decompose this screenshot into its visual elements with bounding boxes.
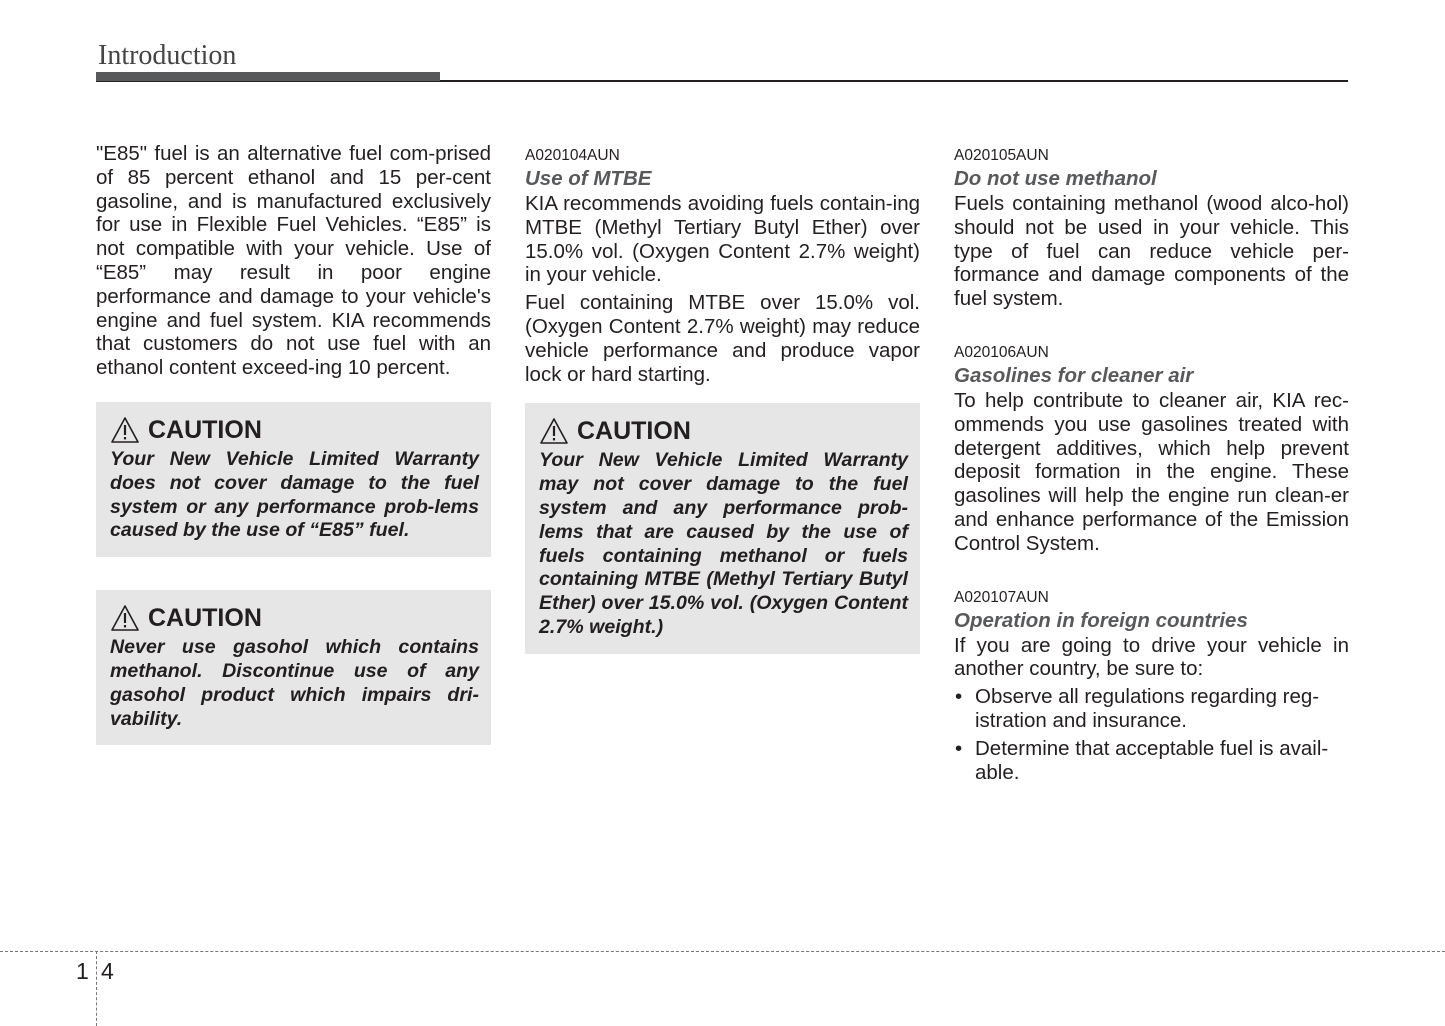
- caution-header: [110, 600, 479, 636]
- section-code: A020106AUN: [954, 343, 1049, 361]
- footer-vertical-divider: [96, 951, 97, 1026]
- column-1: [96, 142, 491, 745]
- column-2: [525, 146, 920, 654]
- caution-box-mtbe: [525, 403, 920, 653]
- page-number: 4: [101, 958, 114, 984]
- caution-title: CAUTION: [577, 417, 691, 446]
- caution-title: CAUTION: [148, 604, 262, 633]
- section-code: A020104AUN: [525, 147, 620, 164]
- footer-divider: [0, 951, 1445, 952]
- section-heading: Operation in foreign countries: [954, 608, 1248, 632]
- mtbe-paragraph-2: Fuel containing MTBE over 15.0% vol. (Oxygen Content 2.7% weight) may reduce vehicle performance and produce vapor lock or hard starting.: [525, 291, 920, 386]
- chapter-number: 1: [76, 958, 89, 984]
- caution-text: Your New Vehicle Limited Warranty may not cover damage to the fuel system and any performance prob-lems that are caused by the use of fuels containing methanol or fuels containing MTBE (Methyl Tertiary Butyl Ether) over 15.0% vol. (Oxygen Content 2.7% weight.): [539, 449, 908, 638]
- caution-box-gasohol: [96, 590, 491, 745]
- column-3: [954, 146, 1349, 788]
- caution-header: [539, 413, 908, 449]
- cleaner-air-paragraph: To help contribute to cleaner air, KIA rec-ommends you use gasolines treated with detergent additives, which help prevent deposit formation in the engine. These gasolines will help the engine run clean-er and enhance performance of the Emission Control System.: [954, 388, 1349, 555]
- warning-triangle-icon: [110, 416, 140, 444]
- section-heading: Use of MTBE: [525, 167, 652, 190]
- warning-triangle-icon: [539, 417, 569, 445]
- list-item: • Observe all regulations regarding reg-istration and insurance.: [955, 685, 1320, 732]
- caution-text: Never use gasohol which contains methanol. Discontinue use of any gasohol product which impairs dri-vability.: [110, 636, 479, 730]
- section-code: A020105AUN: [954, 147, 1049, 164]
- section-heading: Gasolines for cleaner air: [954, 363, 1194, 387]
- caution-header: [110, 412, 479, 448]
- warning-triangle-icon: [110, 604, 140, 632]
- list-item: • Determine that acceptable fuel is avail-able.: [955, 736, 1329, 784]
- mtbe-paragraph-1: KIA recommends avoiding fuels contain-ing MTBE (Methyl Tertiary Butyl Ether) over 15.0% vol. (Oxygen Content 2.7% weight) in your vehicle.: [525, 192, 920, 287]
- page-title: Introduction: [98, 40, 237, 71]
- list-item-text: Observe all regulations regarding reg-istration and insurance.: [975, 685, 1320, 732]
- caution-title: CAUTION: [148, 415, 262, 444]
- section-heading: Do not use methanol: [954, 167, 1157, 190]
- foreign-countries-paragraph: If you are going to drive your vehicle in another country, be sure to:: [954, 633, 1349, 681]
- caution-text: Your New Vehicle Limited Warranty does not cover damage to the fuel system or any performance prob-lems caused by the use of “E85” fuel.: [110, 447, 479, 542]
- list-item-text: Determine that acceptable fuel is avail-able.: [975, 736, 1329, 784]
- caution-box-e85: [96, 402, 491, 557]
- bullet-list: [954, 685, 1349, 784]
- methanol-paragraph: Fuels containing methanol (wood alco-hol) should not be used in your vehicle. This type of fuel can reduce vehicle per-formance and damage components of the fuel system.: [954, 192, 1349, 311]
- e85-paragraph: "E85" fuel is an alternative fuel com-prised of 85 percent ethanol and 15 per-cent gasoline, and is manufactured exclusively for use in Flexible Fuel Vehicles. “E85” is not compatible with your vehicle. Use of “E85” may result in poor engine performance and damage to your vehicle's engine and fuel system. KIA recommends that customers do not use fuel with an ethanol content exceed-ing 10 percent.: [96, 142, 491, 380]
- header-rule-accent: [96, 72, 440, 81]
- section-code: A020107AUN: [954, 588, 1049, 606]
